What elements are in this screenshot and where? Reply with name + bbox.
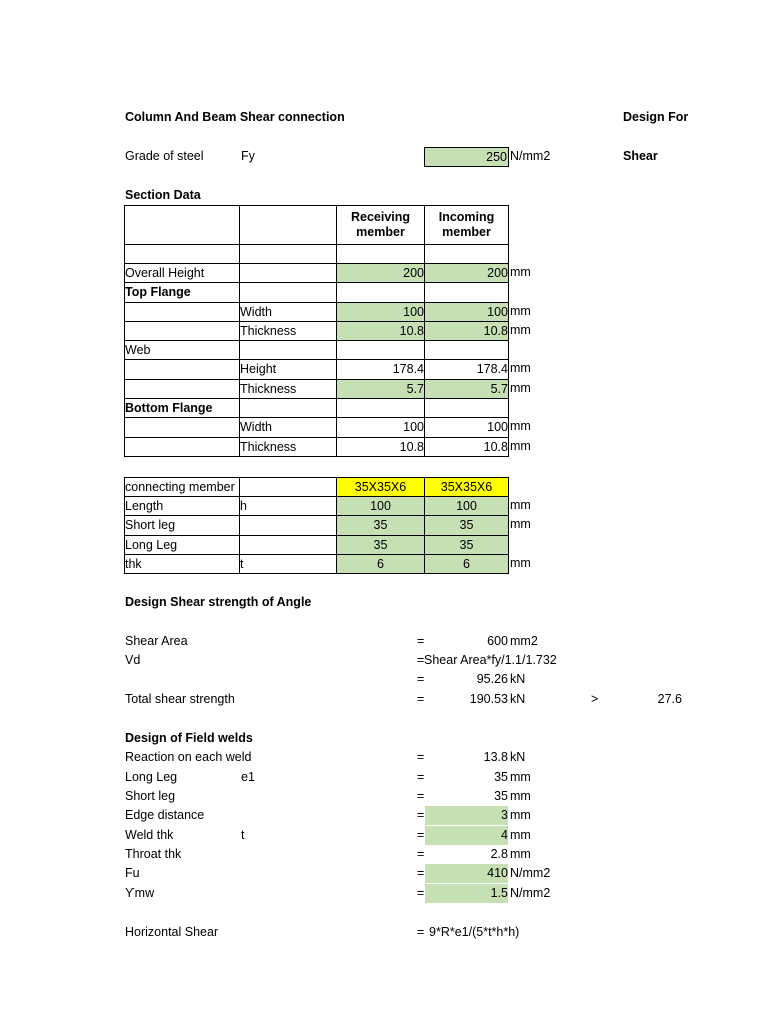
top-width-rec[interactable]: 100 <box>337 303 424 321</box>
weld-thk-unit: mm <box>510 828 531 842</box>
grade-label: Grade of steel <box>125 149 204 163</box>
bottom-width-unit: mm <box>510 419 531 433</box>
shear-strength-heading: Design Shear strength of Angle <box>125 595 312 609</box>
design-for-label: Design For <box>623 110 689 124</box>
grade-symbol: Fy <box>241 149 255 163</box>
throat-thk-eq: = <box>417 847 425 861</box>
top-thickness-inc[interactable]: 10.8 <box>425 322 508 340</box>
shear-area-eq: = <box>417 634 425 648</box>
bottom-thickness-rec: 10.8 <box>399 440 424 454</box>
web-height-unit: mm <box>510 361 531 375</box>
top-width-unit: mm <box>510 304 531 318</box>
row-label-top-flange: Top Flange <box>125 285 191 299</box>
connecting-member-2[interactable]: 35X35X6 <box>440 480 493 494</box>
throat-thk-value: 2.8 <box>490 847 508 861</box>
thk-v2[interactable]: 6 <box>463 557 470 571</box>
overall-height-rec[interactable]: 200 <box>337 264 424 282</box>
row-label-bottom-flange: Bottom Flange <box>125 401 213 415</box>
short-leg-label: Short leg <box>125 518 176 532</box>
top-thickness-unit: mm <box>510 323 531 337</box>
length-label: Length <box>125 499 164 513</box>
ymw-label: ϒmw <box>125 886 155 900</box>
reaction-value: 27.6 <box>657 692 682 706</box>
col-incoming-header: Incoming member <box>438 210 495 239</box>
weld-short-leg-eq: = <box>417 789 425 803</box>
ymw-eq: = <box>417 886 425 900</box>
weld-thk-symbol: t <box>241 828 245 842</box>
col-receiving-header: Receiving member <box>350 210 411 239</box>
weld-short-leg-unit: mm <box>510 789 531 803</box>
row-label-bottom-width: Width <box>240 420 272 434</box>
length-unit: mm <box>510 498 531 512</box>
edge-distance-eq: = <box>417 808 425 822</box>
weld-thk-eq: = <box>417 828 425 842</box>
vd-eq: = <box>417 653 425 667</box>
fu-value[interactable]: 410 <box>425 864 508 883</box>
vd-formula: Shear Area*fy/1.1/1.732 <box>424 653 557 667</box>
top-width-inc[interactable]: 100 <box>425 303 508 321</box>
section-heading: Section Data <box>125 188 201 202</box>
thk-symbol: t <box>240 557 244 571</box>
horizontal-shear-label: Horizontal Shear <box>125 925 219 939</box>
row-label-web-height: Height <box>240 362 277 376</box>
web-height-rec: 178.4 <box>392 362 424 376</box>
compare-sign: > <box>591 692 599 706</box>
reaction-weld-label: Reaction on each weld <box>125 750 252 764</box>
vd-label: Vd <box>125 653 141 667</box>
reaction-weld-unit: kN <box>510 750 526 764</box>
long-leg-v2[interactable]: 35 <box>459 538 474 552</box>
long-leg-label: Long Leg <box>125 538 178 552</box>
row-label-web: Web <box>125 343 151 357</box>
welds-heading: Design of Field welds <box>125 731 253 745</box>
overall-height-inc[interactable]: 200 <box>425 264 508 282</box>
horizontal-shear-formula: 9*R*e1/(5*t*h*h) <box>429 925 520 939</box>
length-symbol: h <box>240 499 247 513</box>
ymw-unit: N/mm2 <box>510 886 551 900</box>
grade-unit: N/mm2 <box>510 149 551 163</box>
row-label-bottom-thickness: Thickness <box>240 440 297 454</box>
vd-value-eq: = <box>417 672 425 686</box>
shear-area-label: Shear Area <box>125 634 188 648</box>
weld-long-leg-unit: mm <box>510 770 531 784</box>
bottom-thickness-unit: mm <box>510 439 531 453</box>
fu-label: Fu <box>125 866 140 880</box>
total-shear-unit: kN <box>510 692 526 706</box>
short-leg-v1[interactable]: 35 <box>373 518 388 532</box>
thk-label: thk <box>125 557 142 571</box>
shear-label: Shear <box>623 149 658 163</box>
web-thickness-rec[interactable]: 5.7 <box>337 380 424 398</box>
thk-v1[interactable]: 6 <box>377 557 384 571</box>
long-leg-v1[interactable]: 35 <box>373 538 388 552</box>
edge-distance-value[interactable]: 3 <box>425 806 508 825</box>
edge-distance-unit: mm <box>510 808 531 822</box>
bottom-width-rec: 100 <box>403 420 424 434</box>
page-title: Column And Beam Shear connection <box>125 110 345 124</box>
weld-short-leg-value: 35 <box>494 789 508 803</box>
connecting-member-label: connecting member <box>125 480 235 494</box>
row-label-top-width: Width <box>240 305 272 319</box>
short-leg-v2[interactable]: 35 <box>459 518 474 532</box>
total-shear-value: 190.53 <box>469 692 508 706</box>
reaction-weld-eq: = <box>417 750 425 764</box>
row-label-overall-height: Overall Height <box>125 266 205 280</box>
edge-distance-label: Edge distance <box>125 808 205 822</box>
throat-thk-label: Throat thk <box>125 847 182 861</box>
web-height-inc: 178.4 <box>476 362 508 376</box>
length-v1[interactable]: 100 <box>370 499 391 513</box>
connecting-member-1[interactable]: 35X35X6 <box>354 480 407 494</box>
weld-long-leg-eq: = <box>417 770 425 784</box>
shear-area-unit: mm2 <box>510 634 538 648</box>
short-leg-unit: mm <box>510 517 531 531</box>
bottom-width-inc: 100 <box>487 420 508 434</box>
web-thickness-inc[interactable]: 5.7 <box>425 380 508 398</box>
weld-thk-label: Weld thk <box>125 828 174 842</box>
vd-unit: kN <box>510 672 526 686</box>
reaction-weld-value: 13.8 <box>483 750 508 764</box>
length-v2[interactable]: 100 <box>456 499 477 513</box>
weld-short-leg-label: Short leg <box>125 789 176 803</box>
total-shear-label: Total shear strength <box>125 692 235 706</box>
weld-long-leg-value: 35 <box>494 770 508 784</box>
throat-thk-unit: mm <box>510 847 531 861</box>
total-shear-eq: = <box>417 692 425 706</box>
row-label-web-thickness: Thickness <box>240 382 297 396</box>
overall-height-unit: mm <box>510 265 531 279</box>
weld-long-leg-label: Long Leg <box>125 770 178 784</box>
vd-value: 95.26 <box>476 672 508 686</box>
thk-unit: mm <box>510 556 531 570</box>
weld-long-leg-symbol: e1 <box>241 770 255 784</box>
web-thickness-unit: mm <box>510 381 531 395</box>
top-thickness-rec[interactable]: 10.8 <box>337 322 424 340</box>
shear-area-value: 600 <box>487 634 508 648</box>
weld-thk-value[interactable]: 4 <box>425 826 508 845</box>
fu-eq: = <box>417 866 425 880</box>
row-label-top-thickness: Thickness <box>240 324 297 338</box>
horizontal-shear-eq: = <box>417 925 425 939</box>
fu-unit: N/mm2 <box>510 866 551 880</box>
bottom-thickness-inc: 10.8 <box>483 440 508 454</box>
grade-value-cell[interactable]: 250 <box>424 147 509 167</box>
ymw-value[interactable]: 1.5 <box>425 884 508 903</box>
